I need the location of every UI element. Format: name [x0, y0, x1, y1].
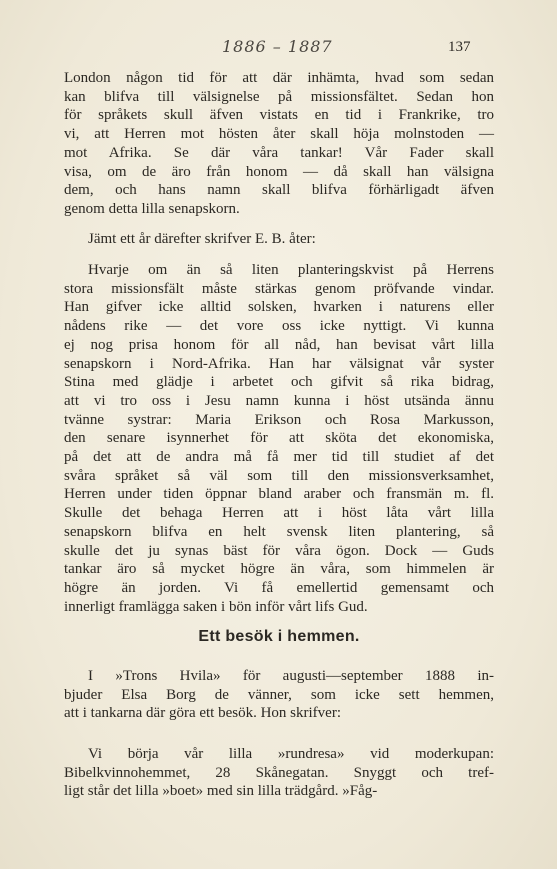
- text-line: ligt står det lilla »boet» med sin lilla trädgård. »Fåg-: [64, 783, 378, 800]
- text-line: på det att de andra må få mer tid till studiet af det: [64, 449, 494, 466]
- text-line: högre än jorden. Vi få emellertid gemensamt och: [64, 579, 494, 596]
- text-line: Bibelkvinnohemmet, 28 Skånegatan. Snyggt och tref-: [64, 764, 494, 781]
- text-line: för språkets skull äfven vistats en tid i Frankrike, tro: [64, 107, 494, 124]
- text-line: senapskorn i Nord-Afrika. Han har välsignat vår syster: [64, 355, 494, 372]
- paragraph-1: [64, 69, 494, 219]
- paragraph-3: [64, 261, 494, 616]
- text-line: skulle det ju synas bäst för våra ögon. Dock — Guds: [64, 542, 494, 559]
- paragraph-4: [64, 667, 494, 723]
- text-line: stora missionsfält måste stärkas genom pröfvande vindar.: [64, 280, 494, 297]
- text-line: kan blifva till välsignelse på missionsfältet. Sedan hon: [64, 88, 494, 105]
- text-line: tankar äro så mycket högre än våra, som himmelen är: [64, 561, 494, 578]
- text-line: Hvarje om än så liten planteringskvist på Herrens: [88, 262, 494, 278]
- text-line: svåra språket så väl som till den missionsverksamhet,: [64, 467, 494, 484]
- text-line: att vi tro oss i Jesu namn kunna i höst utsända ännu: [64, 392, 494, 409]
- text-line: bjuder Elsa Borg de vänner, som icke sett hemmen,: [64, 686, 494, 703]
- text-line: Stina med glädje i arbetet och gifvit så rika bidrag,: [64, 374, 494, 391]
- text-line: genom detta lilla senapskorn.: [64, 200, 240, 217]
- paragraph-2: [64, 230, 494, 249]
- paragraph-2-line: Jämt ett år därefter skrifver E. B. åter:: [88, 231, 316, 247]
- text-line: Skulle det behaga Herren att i höst låta vårt lilla: [64, 505, 494, 522]
- text-line: London någon tid för att där inhämta, hvad som sedan: [64, 70, 494, 86]
- section-heading: Ett besök i hemmen.: [198, 628, 360, 645]
- text-line: visa, om de äro från honom — då skall han välsigna: [64, 163, 494, 180]
- text-line: dem, och hans namn skall blifva förhärligadt äfven: [64, 182, 494, 199]
- page-number: 137: [448, 39, 471, 55]
- text-line: att i tankarna där göra ett besök. Hon skrifver:: [64, 705, 341, 722]
- text-line: mot Afrika. Se där våra tankar! Vår Fader skall: [64, 144, 494, 161]
- text-line: senapskorn blifva en helt svensk liten plantering, så: [64, 523, 494, 540]
- text-line: innerligt framlägga saken i bön inför vårt lifs Gud.: [64, 598, 368, 615]
- paragraph-5: [64, 745, 494, 801]
- text-line: den senare isynnerhet för att sköta det ekonomiska,: [64, 430, 494, 447]
- text-line: vi, att Herren mot hösten åter skall höja molnstoden —: [64, 126, 494, 143]
- text-line: nådens rike — det vore oss icke nyttigt. Vi kunna: [64, 318, 494, 335]
- text-line: Han gifver icke alltid solsken, hvarken i naturens eller: [64, 299, 494, 316]
- text-line: Herren under tiden öppnar bland araber och fransmän m. fl.: [64, 486, 494, 503]
- text-line: tvänne systrar: Maria Erikson och Rosa Markusson,: [64, 411, 494, 428]
- text-line: I »Trons Hvila» för augusti—september 1888 in-: [88, 668, 494, 684]
- handwritten-year-note: 1886 – 1887: [222, 37, 333, 56]
- text-line: Vi börja vår lilla »rundresa» vid moderkupan:: [88, 746, 494, 762]
- text-line: ej nog prisa honom för all nåd, han bevisat vårt lilla: [64, 336, 494, 353]
